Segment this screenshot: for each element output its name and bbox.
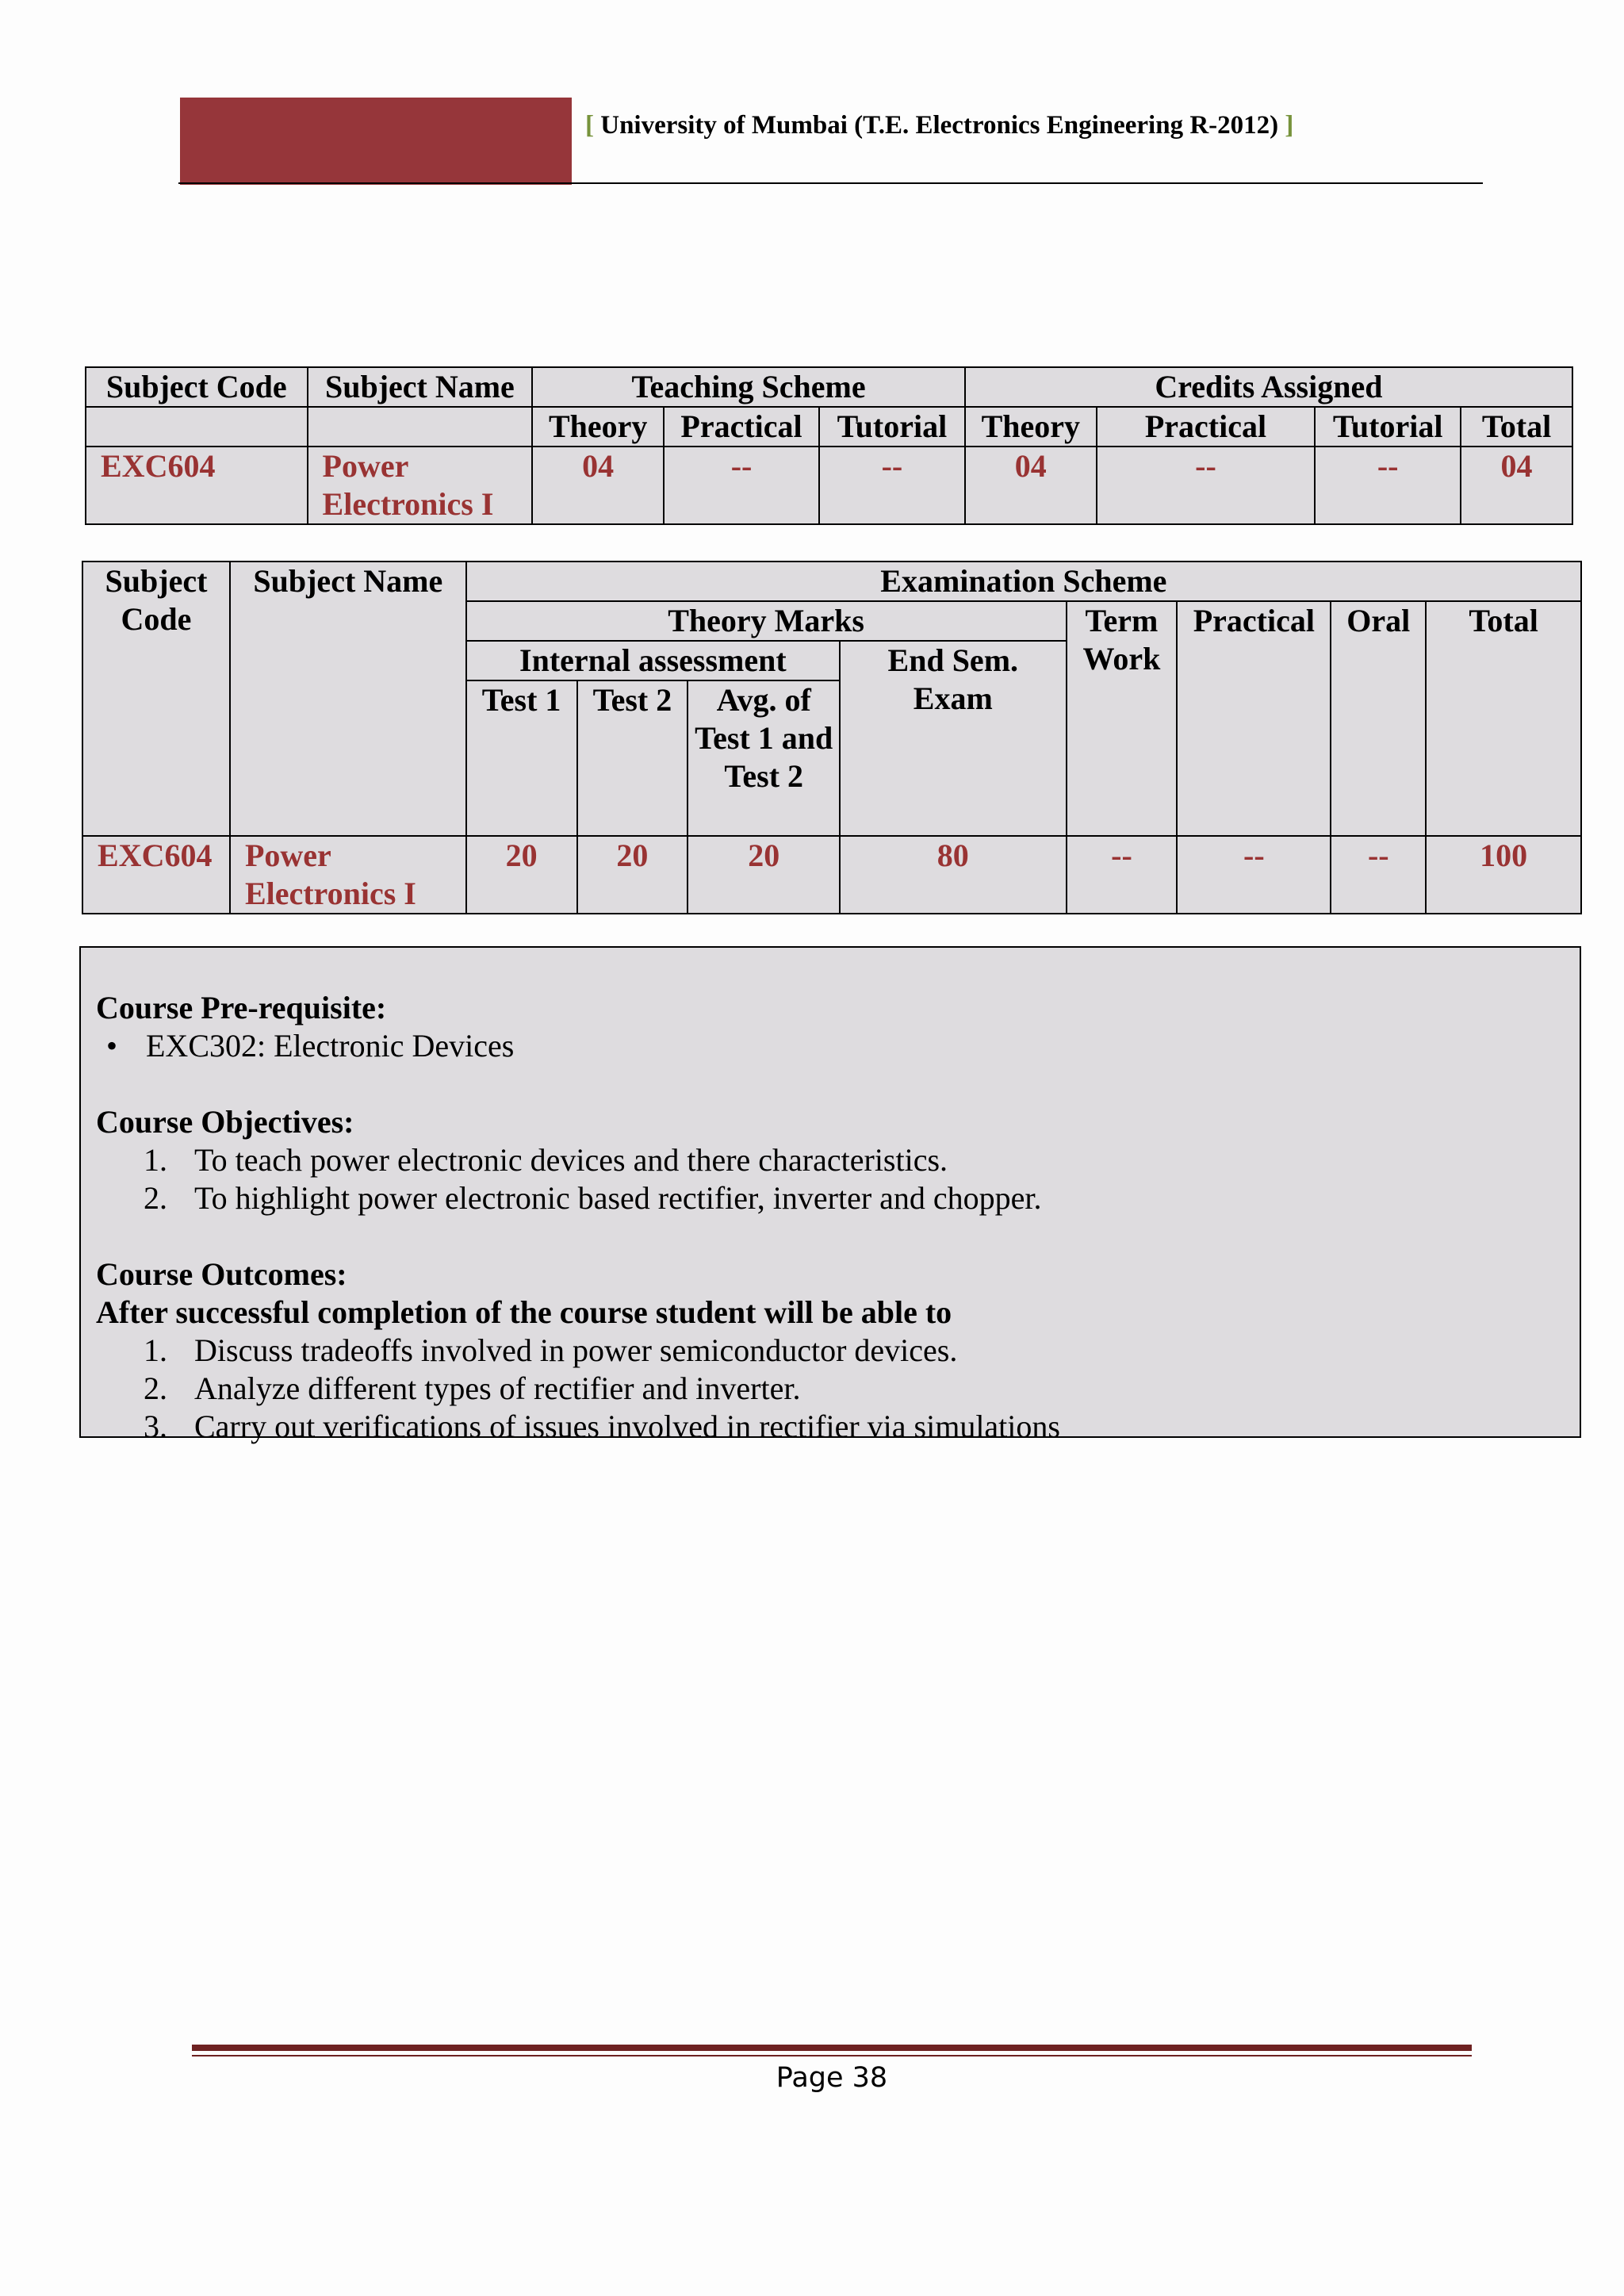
- th-ts-theory: Theory: [532, 407, 664, 447]
- running-header: [585, 111, 1293, 140]
- th-total: Total: [1426, 601, 1581, 836]
- prereq-text: EXC302: Electronic Devices: [146, 1028, 515, 1064]
- cell-cr-tutorial: --: [1315, 447, 1461, 524]
- outcome-text: Carry out verifications of issues involved in rectifier via simulations: [194, 1409, 1060, 1444]
- th-subject-name: Subject Name: [230, 562, 466, 836]
- header-color-block: [180, 98, 572, 185]
- th-internal-assessment: Internal assessment: [466, 641, 840, 680]
- outcome-item: [96, 1370, 1564, 1408]
- th-subject-code: Subject Code: [86, 367, 308, 407]
- outcomes-list: [96, 1332, 1564, 1446]
- footer-rule-thick: [192, 2045, 1472, 2051]
- th-avg-test: Avg. of Test 1 and Test 2: [688, 680, 840, 836]
- cell-ts-theory: 04: [532, 447, 664, 524]
- exam-header-row-1: [82, 562, 1581, 601]
- th-credits-assigned: Credits Assigned: [965, 367, 1572, 407]
- exam-data-row: [82, 836, 1581, 914]
- th-ts-practical: Practical: [664, 407, 819, 447]
- objective-item: [96, 1179, 1564, 1217]
- prereq-item: [96, 1027, 1564, 1065]
- th-subject-code: Subject Code: [82, 562, 230, 836]
- th-test-1: Test 1: [466, 680, 577, 836]
- prereq-list: [96, 1027, 1564, 1065]
- cell-subject-code: EXC604: [82, 836, 230, 914]
- objectives-heading: Course Objectives:: [96, 1104, 354, 1140]
- th-practical: Practical: [1177, 601, 1331, 836]
- th-end-sem-exam: End Sem. Exam: [840, 641, 1066, 836]
- cell-subject-name: Power Electronics I: [308, 447, 533, 524]
- th-test-2: Test 2: [577, 680, 688, 836]
- objective-text: To teach power electronic devices and there characteristics.: [194, 1142, 948, 1178]
- objective-text: To highlight power electronic based rectifier, inverter and chopper.: [194, 1180, 1042, 1216]
- th-cr-tutorial: Tutorial: [1315, 407, 1461, 447]
- cell-end-sem: 80: [840, 836, 1066, 914]
- outcome-item: [96, 1332, 1564, 1370]
- th-ts-tutorial: Tutorial: [819, 407, 965, 447]
- footer-rule-thin: [192, 2055, 1472, 2056]
- outcome-text: Discuss tradeoffs involved in power semiconductor devices.: [194, 1332, 958, 1368]
- teaching-header-row: [86, 367, 1572, 407]
- th-empty: [86, 407, 308, 447]
- cell-practical: --: [1177, 836, 1331, 914]
- cell-subject-name: Power Electronics I: [230, 836, 466, 914]
- cell-cr-total: 04: [1461, 447, 1572, 524]
- th-oral: Oral: [1331, 601, 1426, 836]
- objective-number: 1.: [144, 1142, 167, 1178]
- page-number: Page 38: [776, 2062, 888, 2094]
- th-teaching-scheme: Teaching Scheme: [532, 367, 965, 407]
- objective-item: [96, 1141, 1564, 1179]
- outcomes-intro: After successful completion of the course student will be able to: [96, 1294, 952, 1330]
- th-cr-total: Total: [1461, 407, 1572, 447]
- th-empty: [308, 407, 533, 447]
- outcome-number: 2.: [144, 1370, 167, 1406]
- header-bracket-open: [: [585, 111, 594, 140]
- cell-test-1: 20: [466, 836, 577, 914]
- th-cr-practical: Practical: [1097, 407, 1316, 447]
- cell-subject-code: EXC604: [86, 447, 308, 524]
- header-title: University of Mumbai (T.E. Electronics Engineering R-2012): [600, 111, 1279, 140]
- th-term-work: Term Work: [1067, 601, 1178, 836]
- course-info-box: [79, 946, 1581, 1444]
- th-subject-name: Subject Name: [308, 367, 533, 407]
- cell-ts-practical: --: [664, 447, 819, 524]
- outcome-text: Analyze different types of rectifier and inverter.: [194, 1370, 801, 1406]
- cell-ts-tutorial: --: [819, 447, 965, 524]
- cell-total: 100: [1426, 836, 1581, 914]
- examination-scheme-table: [82, 561, 1582, 914]
- header-bracket-close: ]: [1285, 111, 1294, 140]
- teaching-data-row: [86, 447, 1572, 524]
- cell-oral: --: [1331, 836, 1426, 914]
- teaching-subheader-row: [86, 407, 1572, 447]
- cell-cr-practical: --: [1097, 447, 1316, 524]
- header-rule: [178, 182, 1483, 184]
- bullet-icon: •: [105, 1028, 117, 1064]
- prereq-heading: Course Pre-requisite:: [96, 990, 387, 1025]
- cell-cr-theory: 04: [965, 447, 1097, 524]
- outcome-number: 1.: [144, 1332, 167, 1368]
- objectives-list: [96, 1141, 1564, 1217]
- cell-test-2: 20: [577, 836, 688, 914]
- cell-avg-test: 20: [688, 836, 840, 914]
- th-cr-theory: Theory: [965, 407, 1097, 447]
- th-examination-scheme: Examination Scheme: [466, 562, 1581, 601]
- teaching-scheme-table: [85, 366, 1573, 525]
- th-theory-marks: Theory Marks: [466, 601, 1067, 641]
- objective-number: 2.: [144, 1180, 167, 1216]
- outcomes-heading: Course Outcomes:: [96, 1256, 347, 1292]
- cell-term-work: --: [1067, 836, 1178, 914]
- outcome-item: [96, 1408, 1564, 1446]
- outcome-number: 3.: [144, 1409, 167, 1444]
